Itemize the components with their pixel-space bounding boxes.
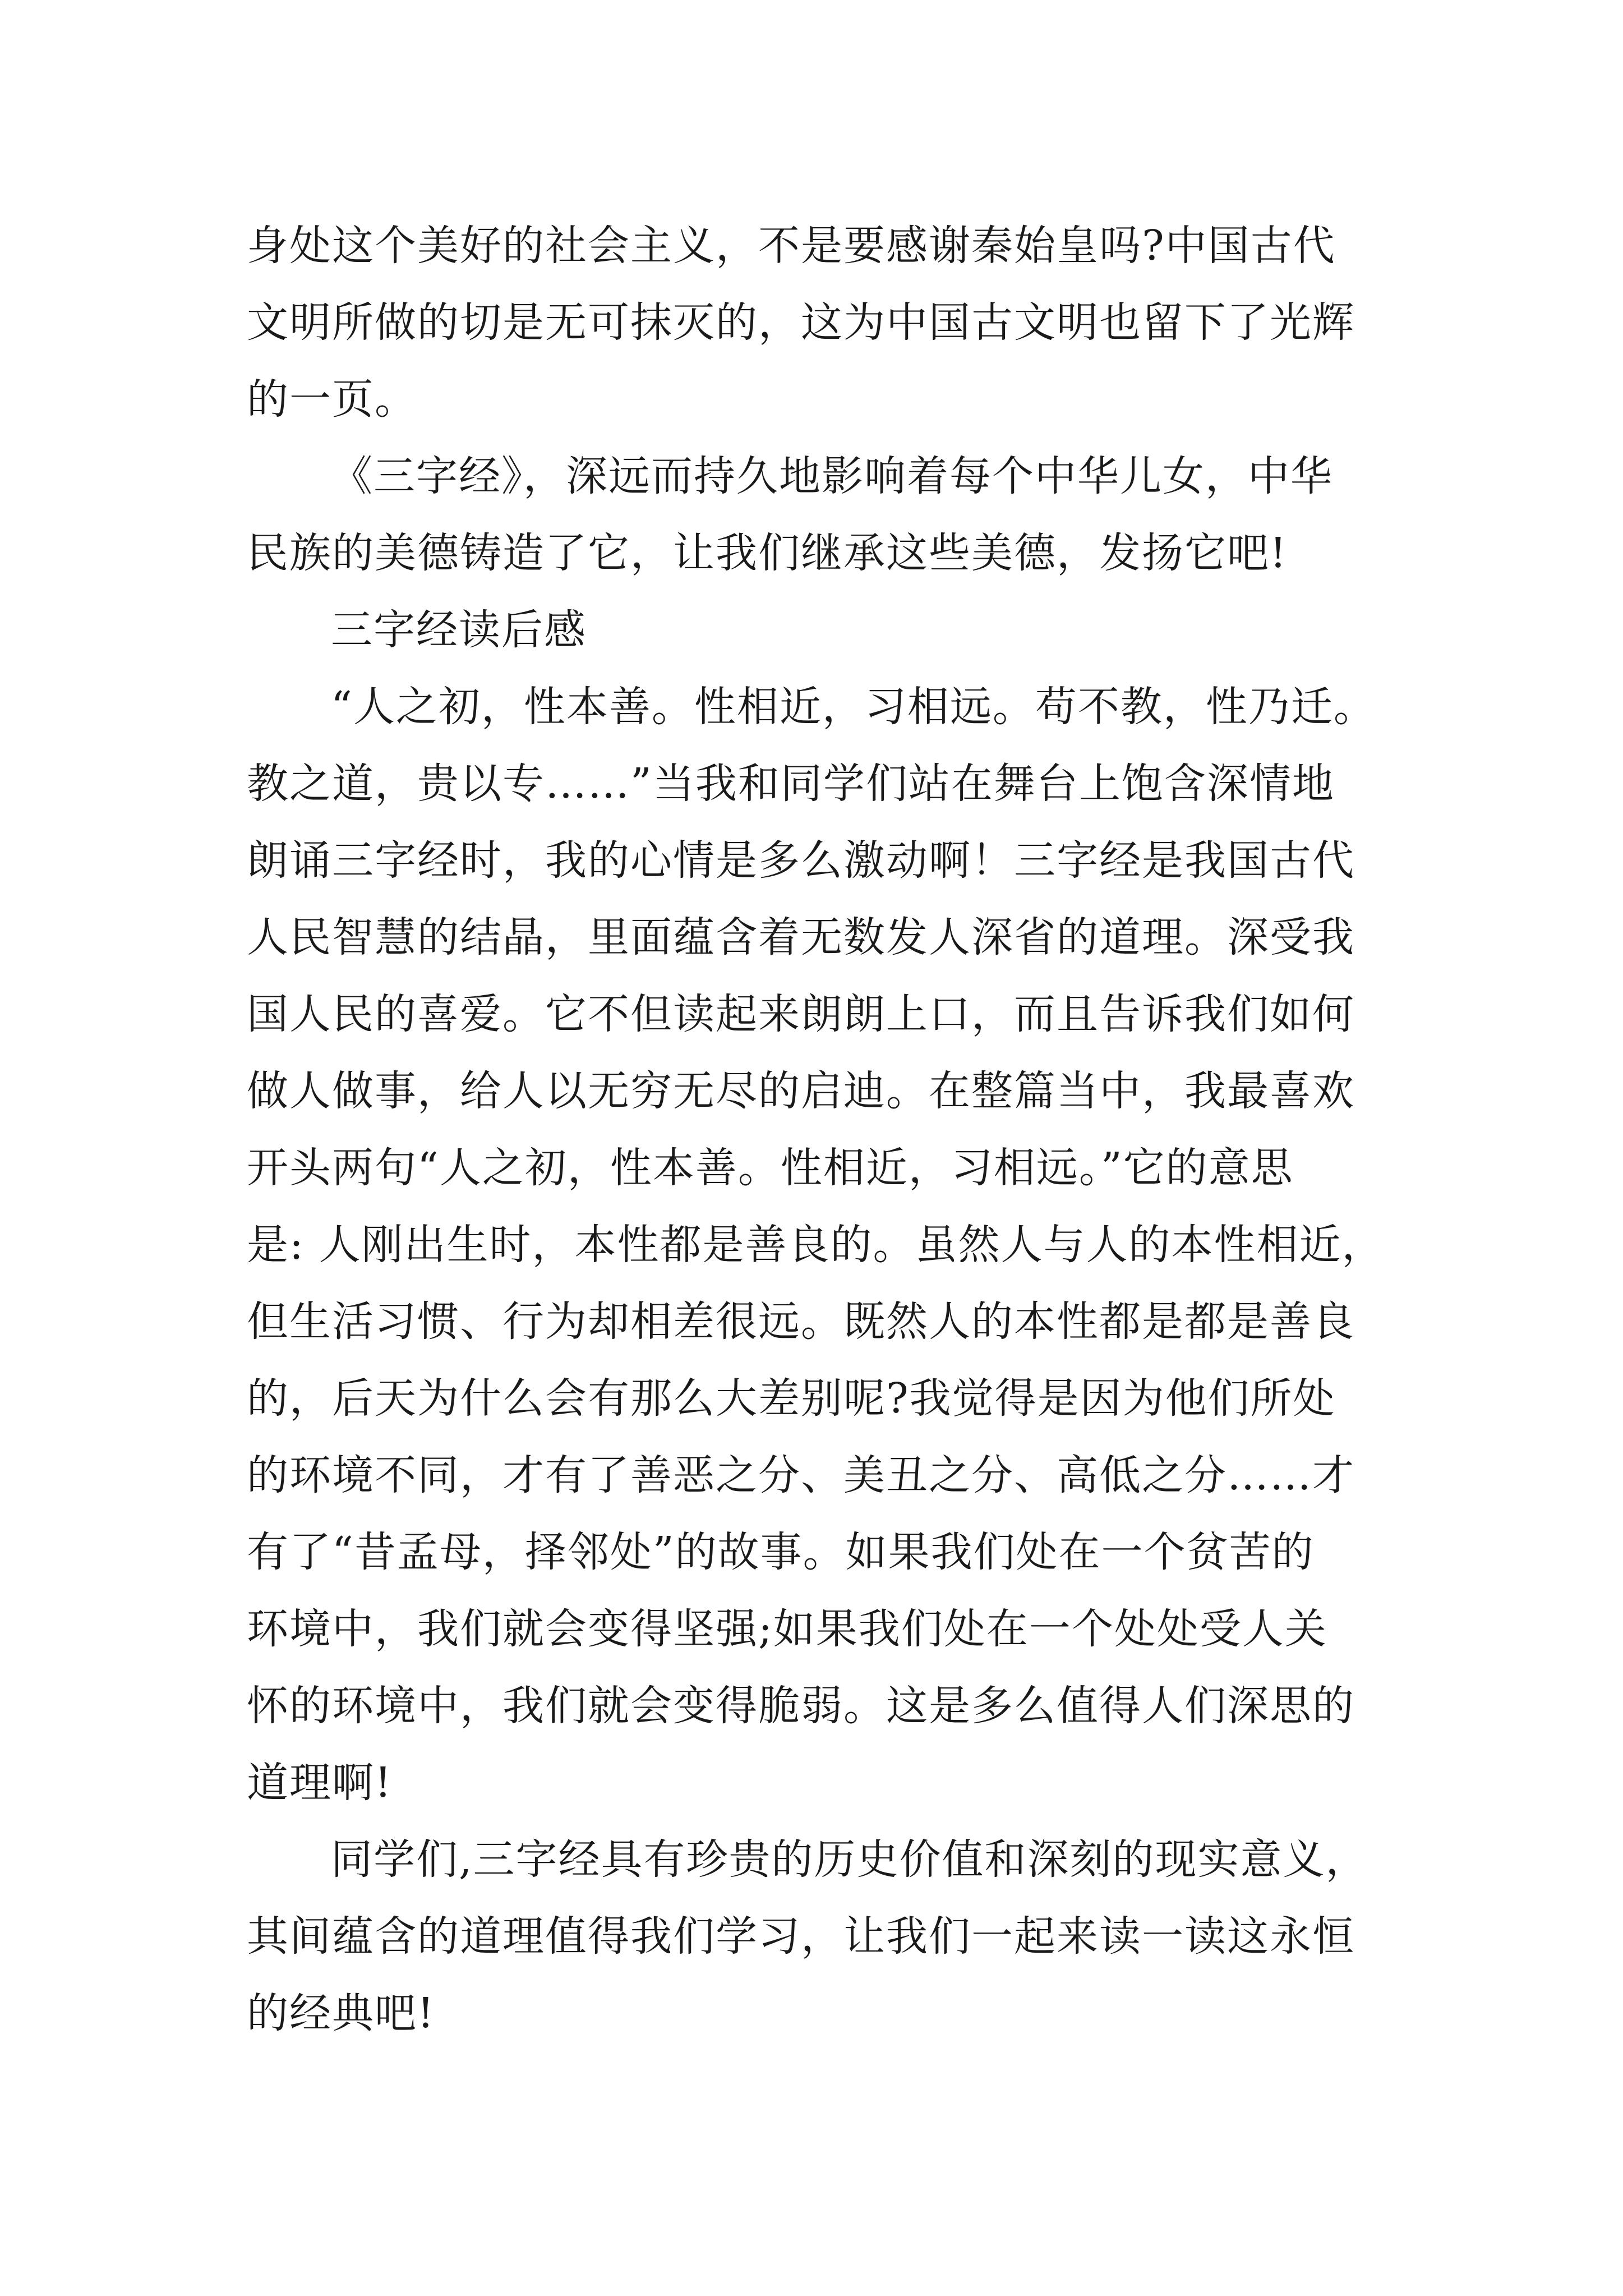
text-line: “人之初，性本善。性相近，习相远。苟不教，性乃迁。 [331, 683, 1376, 731]
text-line: 同学们,三字经具有珍贵的历史价值和深刻的现实意义， [331, 1835, 1368, 1884]
text-line: 的一页。 [247, 375, 417, 424]
body-text [247, 208, 1385, 2052]
text-line: 其间蕴含的道理值得我们学习，让我们一起来读一读这永恒 [247, 1912, 1355, 1961]
text-line: 道理啊! [247, 1759, 393, 1807]
section-heading: 三字经读后感 [331, 606, 587, 654]
text-line: 《三字经》，深远而持久地影响着每个中华儿女，中华 [331, 452, 1333, 500]
text-line: 文明所做的切是无可抹灭的，这为中国古文明也留下了光辉 [247, 298, 1355, 347]
text-line: 人民智慧的结晶，里面蕴含着无数发人深省的道理。深受我 [247, 913, 1355, 961]
text-line: 但生活习惯、行为却相差很远。既然人的本性都是都是善良 [247, 1297, 1355, 1346]
text-line: 开头两句“人之初，性本善。性相近，习相远。”它的意思 [247, 1144, 1294, 1192]
text-line: 怀的环境中，我们就会变得脆弱。这是多么值得人们深思的 [247, 1682, 1355, 1730]
text-line: 是: 人刚出生时，本性都是善良的。虽然人与人的本性相近， [247, 1221, 1385, 1269]
text-line: 的环境不同，才有了善恶之分、美丑之分、高低之分……才 [247, 1451, 1355, 1499]
text-line: 朗诵三字经时，我的心情是多么激动啊！三字经是我国古代 [247, 836, 1355, 885]
text-line: 做人做事，给人以无穷无尽的启迪。在整篇当中，我最喜欢 [247, 1067, 1355, 1115]
text-line: 身处这个美好的社会主义，不是要感谢秦始皇吗?中国古代 [247, 222, 1336, 270]
text-line: 教之道，贵以专……”当我和同学们站在舞台上饱含深情地 [247, 760, 1335, 808]
text-line: 民族的美德铸造了它，让我们继承这些美德，发扬它吧! [247, 529, 1288, 577]
text-line: 的经典吧! [247, 1989, 435, 2037]
text-line: 国人民的喜爱。它不但读起来朗朗上口，而且告诉我们如何 [247, 990, 1355, 1038]
text-line: 的，后天为什么会有那么大差别呢?我觉得是因为他们所处 [247, 1374, 1336, 1423]
text-line: 有了“昔孟母，择邻处”的故事。如果我们处在一个贫苦的 [247, 1528, 1315, 1576]
text-line: 环境中，我们就会变得坚强;如果我们处在一个处处受人关 [247, 1605, 1327, 1653]
